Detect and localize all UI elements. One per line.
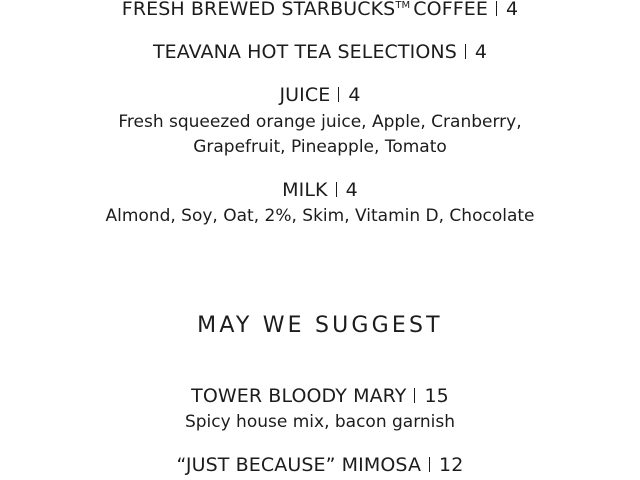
- item-description: Almond, Soy, Oat, 2%, Skim, Vitamin D, Chocolate: [105, 206, 535, 226]
- price-divider: [338, 87, 339, 102]
- menu-item-tea: [0, 41, 640, 63]
- item-description: Grapefruit, Pineapple, Tomato: [193, 137, 447, 157]
- item-name-suffix: COFFEE: [413, 0, 488, 20]
- section-heading: MAY WE SUGGEST: [197, 313, 443, 338]
- price-divider: [429, 457, 430, 472]
- menu-item-juice: [0, 84, 640, 106]
- price-divider: [414, 388, 415, 403]
- item-name: “JUST BECAUSE” MIMOSA: [176, 454, 422, 476]
- item-description: Fresh squeezed orange juice, Apple, Cranberry,: [118, 112, 522, 132]
- menu-item-coffee: [0, 0, 640, 20]
- menu-item-bloody-mary: [0, 385, 640, 407]
- item-name: MILK: [282, 179, 328, 201]
- menu-item-milk: [0, 179, 640, 201]
- item-name: FRESH BREWED STARBUCKS: [121, 0, 396, 20]
- menu-item-mimosa: [0, 454, 640, 476]
- item-price: 4: [505, 0, 519, 20]
- trademark-mark: TM: [395, 0, 411, 11]
- price-divider: [496, 1, 497, 16]
- item-price: 4: [348, 84, 361, 106]
- item-price: 15: [424, 385, 449, 407]
- item-name: JUICE: [279, 84, 331, 106]
- item-price: 4: [345, 179, 358, 201]
- item-price: 12: [439, 454, 464, 476]
- item-name: TOWER BLOODY MARY: [191, 385, 407, 407]
- item-name: TEAVANA HOT TEA SELECTIONS: [152, 41, 457, 63]
- price-divider: [465, 44, 466, 59]
- item-price: 4: [474, 41, 488, 63]
- price-divider: [336, 182, 337, 197]
- item-description: Spicy house mix, bacon garnish: [184, 412, 456, 432]
